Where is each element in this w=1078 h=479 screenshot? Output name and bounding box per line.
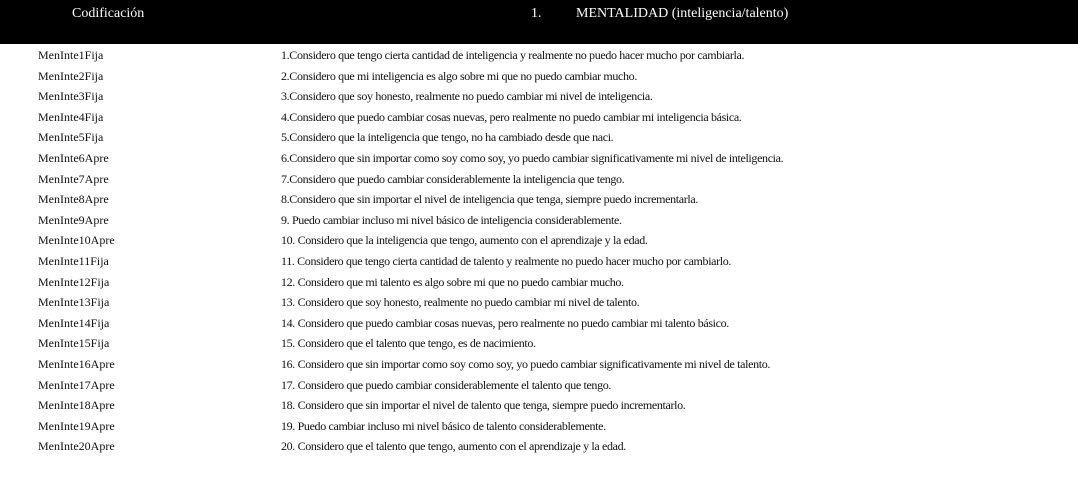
row-code: MenInte9Apre <box>38 212 109 227</box>
row-code: MenInte14Fija <box>38 315 110 330</box>
row-statement: 3.Considero que soy honesto, realmente no puedo cambiar mi nivel de inteligencia. <box>281 89 653 104</box>
row-code: MenInte6Apre <box>38 150 109 165</box>
table-row <box>0 231 1078 252</box>
table-row <box>0 417 1078 438</box>
table-header <box>0 0 1078 44</box>
row-statement: 17. Considero que puedo cambiar considerablemente el talento que tengo. <box>281 377 612 392</box>
row-statement: 7.Considero que puedo cambiar considerablemente la inteligencia que tengo. <box>281 171 625 186</box>
table-row <box>0 273 1078 294</box>
row-code: MenInte18Apre <box>38 398 115 413</box>
row-statement: 12. Considero que mi talento es algo sobre mi que no puedo cambiar mucho. <box>281 274 624 289</box>
table-row <box>0 293 1078 314</box>
row-statement: 10. Considero que la inteligencia que tengo, aumento con el aprendizaje y la edad. <box>281 233 648 248</box>
row-statement: 20. Considero que el talento que tengo, aumento con el aprendizaje y la edad. <box>281 439 626 454</box>
table-row <box>0 314 1078 335</box>
row-code: MenInte1Fija <box>38 48 104 62</box>
row-code: MenInte3Fija <box>38 89 104 104</box>
row-statement: 1.Considero que tengo cierta cantidad de inteligencia y realmente no puedo hacer mucho por cambiarla. <box>281 48 745 62</box>
table-row <box>0 128 1078 149</box>
table-row <box>0 149 1078 170</box>
row-statement: 11. Considero que tengo cierta cantidad de talento y realmente no puedo hacer mucho por cambiarlo. <box>281 253 732 268</box>
row-code: MenInte15Fija <box>38 336 110 351</box>
table-row <box>0 355 1078 376</box>
section-number: 1. <box>531 6 542 21</box>
row-code: MenInte13Fija <box>38 295 110 310</box>
table-row <box>0 252 1078 273</box>
row-code: MenInte10Apre <box>38 233 115 248</box>
row-statement: 14. Considero que puedo cambiar cosas nuevas, pero realmente no puedo cambiar mi talento básico. <box>281 315 729 330</box>
table-row <box>0 190 1078 211</box>
table-row <box>0 87 1078 108</box>
row-code: MenInte11Fija <box>38 253 109 268</box>
table-row <box>0 437 1078 458</box>
table-row <box>0 67 1078 88</box>
row-statement: 9. Puedo cambiar incluso mi nivel básico de inteligencia considerablemente. <box>281 212 622 227</box>
table-row <box>0 396 1078 417</box>
row-code: MenInte4Fija <box>38 109 104 124</box>
header-code-column: Codificación <box>72 6 145 21</box>
table-row <box>0 376 1078 397</box>
row-statement: 15. Considero que el talento que tengo, es de nacimiento. <box>281 336 536 351</box>
table-row <box>0 211 1078 232</box>
row-statement: 5.Considero que la inteligencia que tengo, no ha cambiado desde que naci. <box>281 130 614 145</box>
table-body <box>0 46 1078 458</box>
row-statement: 19. Puedo cambiar incluso mi nivel básico de talento considerablemente. <box>281 418 606 433</box>
section-title: MENTALIDAD (inteligencia/talento) <box>576 6 789 21</box>
row-code: MenInte17Apre <box>38 377 115 392</box>
row-code: MenInte2Fija <box>38 68 104 83</box>
row-code: MenInte5Fija <box>38 130 104 145</box>
row-code: MenInte16Apre <box>38 356 115 371</box>
row-statement: 16. Considero que sin importar como soy como soy, yo puedo cambiar significativamente mi nivel de talento. <box>281 356 771 371</box>
row-code: MenInte19Apre <box>38 418 115 433</box>
row-statement: 2.Considero que mi inteligencia es algo sobre mi que no puedo cambiar mucho. <box>281 68 637 83</box>
row-code: MenInte12Fija <box>38 274 110 289</box>
table-row <box>0 170 1078 191</box>
row-code: MenInte20Apre <box>38 439 115 454</box>
row-code: MenInte8Apre <box>38 192 109 207</box>
row-statement: 13. Considero que soy honesto, realmente no puedo cambiar mi nivel de talento. <box>281 295 640 310</box>
table-row <box>0 46 1078 67</box>
row-statement: 6.Considero que sin importar como soy como soy, yo puedo cambiar significativamente mi nivel de inteligencia. <box>281 150 784 165</box>
row-statement: 18. Considero que sin importar el nivel de talento que tenga, siempre puedo incrementarlo. <box>281 398 686 413</box>
row-statement: 4.Considero que puedo cambiar cosas nuevas, pero realmente no puedo cambiar mi inteligencia básica. <box>281 109 742 124</box>
row-statement: 8.Considero que sin importar el nivel de inteligencia que tenga, siempre puedo incrementarla. <box>281 192 698 207</box>
table-row <box>0 334 1078 355</box>
row-code: MenInte7Apre <box>38 171 109 186</box>
table-row <box>0 108 1078 129</box>
